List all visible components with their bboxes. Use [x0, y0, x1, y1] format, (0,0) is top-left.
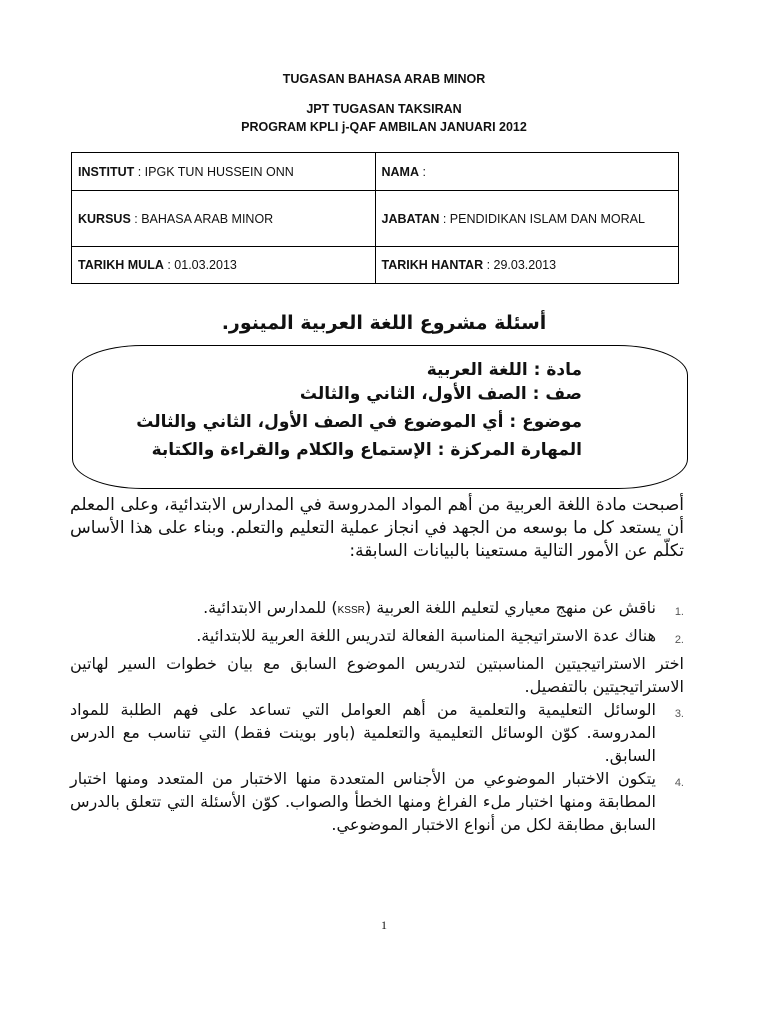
document-title: TUGASAN BAHASA ARAB MINOR [282, 72, 486, 86]
kssr-code: KSSR [337, 605, 365, 616]
question-1-number: 1. [674, 606, 684, 618]
question-2-text: هناك عدة الاستراتيجية المناسبة الفعالة لتدريس اللغة العربية للابتدائية. [196, 626, 656, 645]
tarikh-hantar-cell [375, 247, 679, 284]
question-1 [70, 596, 684, 624]
kursus-value: : BAHASA ARAB MINOR [130, 211, 274, 226]
question-4 [70, 767, 684, 836]
tarikh-hantar-value: : 29.03.2013 [483, 258, 557, 272]
kursus-label: KURSUS [78, 211, 131, 226]
question-2-continuation: اختر الاستراتيجيتين المناسبتين لتدريس الموضوع السابق مع بيان خطوات السير لهاتين الاستراتيجيتين بالتفصيل. [70, 654, 684, 696]
tarikh-mula-cell [72, 247, 376, 284]
tarikh-hantar-label: TARIKH HANTAR [381, 258, 484, 272]
institut-value: : IPGK TUN HUSSEIN ONN [134, 164, 294, 179]
institut-label: INSTITUT [78, 164, 135, 179]
tarikh-mula-label: TARIKH MULA [78, 258, 164, 272]
jabatan-label: JABATAN [381, 211, 440, 226]
program-subtitle: PROGRAM KPLI j-QAF AMBILAN JANUARI 2012 [241, 120, 527, 134]
nama-label: NAMA [381, 164, 419, 179]
question-1-text-a: ناقش عن منهج معياري لتعليم اللغة العربية ( [364, 598, 656, 617]
assignment-subtitle: JPT TUGASAN TAKSIRAN [306, 102, 462, 116]
subject-line: مادة : اللغة العربية [426, 360, 582, 380]
question-2 [70, 624, 684, 652]
topic-line: موضوع : أي الموضوع في الصف الأول، الثاني والثالث [136, 412, 582, 432]
question-4-number: 4. [674, 777, 684, 789]
skill-line: المهارة المركزة : الإستماع والكلام والقراءة والكتابة [151, 440, 582, 460]
question-1-text [70, 596, 656, 622]
jabatan-value: : PENDIDIKAN ISLAM DAN MORAL [439, 211, 645, 226]
question-4-text: يتكون الاختبار الموضوعي من الأجناس المتعددة منها الاختبار من المتعدد ومنها اختبار المطابقة ومنها اختبار ملء الفراغ ومنها الخطأ والصواب. كوّن الأسئلة التي تتعلق بالدرس السابق مطابقة لكل من أنواع الاختبار الموضوعي. [70, 769, 656, 834]
nama-cell [375, 153, 679, 191]
nama-value: : [419, 164, 426, 179]
tarikh-mula-value: : 01.03.2013 [163, 258, 237, 272]
page-number: 1 [381, 918, 387, 932]
question-list [70, 596, 684, 836]
jabatan-cell [375, 191, 679, 247]
intro-paragraph: أصبحت مادة اللغة العربية من أهم المواد المدروسة في المدارس الابتدائية، وعلى المعلم أن يستعد كل ما بوسعه من الجهد في انجاز عملية التعليم والتعلم. وبناء على هذا الأساس تكلّم عن الأمور التالية مستعينا بالبيانات السابقة: [70, 495, 684, 561]
institut-cell [72, 153, 376, 191]
questions-heading: أسئلة مشروع اللغة العربية المينور. [221, 312, 547, 334]
question-3-text: الوسائل التعليمية والتعلمية من أهم العوامل التي تساعد على فهم الطلبة للمواد المدروسة. كوّن الوسائل التعليمية والتعلمية (باور بوينت فقط) التي تناسب مع الدرس السابق. [70, 700, 656, 765]
kursus-cell [72, 191, 376, 247]
info-table [71, 152, 679, 284]
class-line: صف : الصف الأول، الثاني والثالث [299, 384, 582, 404]
question-3 [70, 698, 684, 767]
question-3-number: 3. [674, 708, 684, 720]
question-2-number: 2. [674, 634, 684, 646]
question-1-text-b: ) للمدارس الابتدائية. [203, 598, 338, 617]
